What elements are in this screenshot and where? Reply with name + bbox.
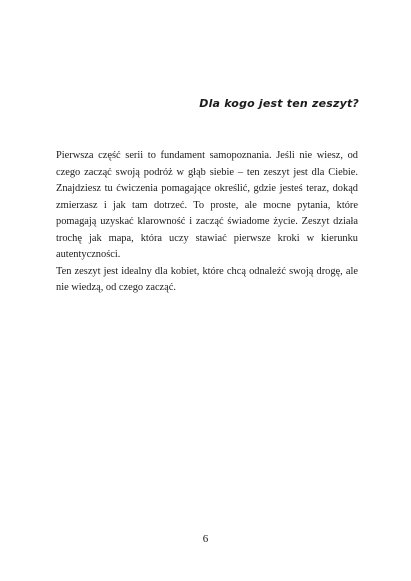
paragraph-audience: Ten zeszyt jest idealny dla kobiet, które chcą odnaleźć swoją drogę, ale nie wiedzą, od czego zacząć. bbox=[56, 265, 358, 293]
paragraph-intro: Pierwsza część serii to fundament samopoznania. Jeśli nie wiesz, od czego zacząć swoją podróż w głąb siebie – ten zeszyt jest dla Ciebie. Znajdziesz tu ćwiczenia pomagające określić, gdzie jesteś teraz, dokąd zmierzasz i jak tam dotrzeć. To proste, ale mocne pytania, które pomagają uzyskać klarowność i zacząć świadome życie. Zeszyt działa trochę jak mapa, która uczy stawiać pierwsze kroki w kierunku autentyczności. bbox=[56, 150, 358, 260]
page-number: 6 bbox=[202, 533, 209, 545]
section-heading: Dla kogo jest ten zeszyt? bbox=[199, 97, 359, 110]
body-text bbox=[56, 148, 358, 297]
